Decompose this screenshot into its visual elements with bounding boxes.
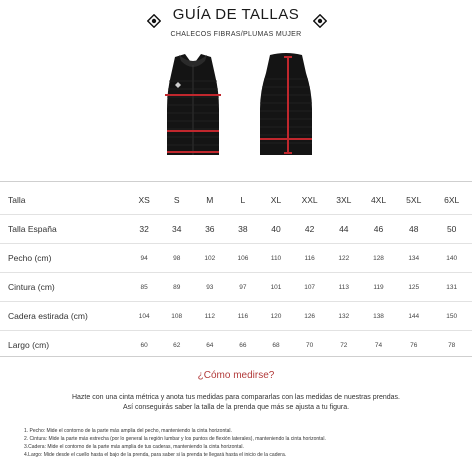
table-cell: 119	[361, 273, 396, 302]
size-header-cell: 3XL	[336, 195, 352, 205]
table-cell: 112	[193, 302, 226, 331]
table-cell: 150	[431, 302, 472, 331]
table-cell: 132	[327, 302, 361, 331]
table-cell: 128	[361, 244, 396, 273]
table-cell: 44	[327, 215, 361, 244]
table-cell: 116	[293, 244, 327, 273]
table-cell: 70	[293, 331, 327, 360]
table-cell: 72	[327, 331, 361, 360]
vest-front-icon	[155, 51, 231, 161]
table-cell: 122	[327, 244, 361, 273]
table-cell: 46	[361, 215, 396, 244]
table-cell: 102	[193, 244, 226, 273]
row-label: Largo (cm)	[0, 331, 128, 360]
table-cell: 32	[128, 215, 160, 244]
table-cell: 134	[396, 244, 431, 273]
table-cell: 108	[160, 302, 193, 331]
table-cell: 144	[396, 302, 431, 331]
measurement-notes	[24, 427, 464, 459]
table-cell: 120	[259, 302, 292, 331]
table-cell: 64	[193, 331, 226, 360]
table-row	[0, 273, 472, 302]
table-row	[0, 331, 472, 360]
size-header-cell: 6XL	[444, 195, 460, 205]
table-cell: 107	[293, 273, 327, 302]
divider	[0, 356, 472, 357]
intro-line: Así conseguirás saber la talla de la prenda que más se ajusta a tu figura.	[122, 404, 350, 411]
table-cell: 98	[160, 244, 193, 273]
header	[0, 4, 472, 48]
table-row	[0, 215, 472, 244]
size-header-cell: M	[206, 195, 214, 205]
table-cell: 76	[396, 331, 431, 360]
size-header-row	[0, 186, 472, 215]
table-row	[0, 244, 472, 273]
size-table	[0, 186, 472, 359]
row-label: Pecho (cm)	[0, 244, 128, 273]
size-header-cell: XXL	[301, 195, 318, 205]
note-hip: 3.Cadera: Mide el contorno de la parte más amplia de tus caderas, manteniendo la cinta horizontal.	[24, 444, 244, 450]
note-chest: 1. Pecho: Mide el contorno de la parte más amplia del pecho, manteniendo la cinta horizontal.	[24, 428, 232, 434]
row-label: Talla España	[0, 215, 128, 244]
table-cell: 94	[128, 244, 160, 273]
size-header-cell: L	[240, 195, 246, 205]
table-cell: 89	[160, 273, 193, 302]
size-header-cell: XL	[270, 195, 282, 205]
table-cell: 60	[128, 331, 160, 360]
how-to-measure-intro	[0, 393, 472, 413]
table-cell: 42	[293, 215, 327, 244]
table-cell: 85	[128, 273, 160, 302]
table-cell: 104	[128, 302, 160, 331]
table-cell: 38	[226, 215, 259, 244]
page-title: GUÍA DE TALLAS	[172, 6, 300, 23]
table-cell: 93	[193, 273, 226, 302]
size-header-cell: 4XL	[370, 195, 387, 205]
table-cell: 62	[160, 331, 193, 360]
table-cell: 125	[396, 273, 431, 302]
vest-back-icon	[248, 51, 324, 161]
table-cell: 106	[226, 244, 259, 273]
table-cell: 116	[226, 302, 259, 331]
row-label: Cintura (cm)	[0, 273, 128, 302]
table-cell: 40	[259, 215, 292, 244]
intro-line: Hazte con una cinta métrica y anota tus medidas para compararlas con las medidas de nuestras prendas.	[71, 394, 400, 401]
divider	[0, 181, 472, 182]
table-cell: 131	[431, 273, 472, 302]
table-cell: 101	[259, 273, 292, 302]
table-cell: 34	[160, 215, 193, 244]
note-length: 4.Largo: Mide desde el cuello hasta el bajo de la prenda, para saber si la prenda te llegará hasta el inicio de la cadera.	[24, 452, 287, 458]
table-cell: 126	[293, 302, 327, 331]
diamond-compass-icon	[313, 14, 327, 28]
table-cell: 113	[327, 273, 361, 302]
table-cell: 110	[259, 244, 292, 273]
table-row	[0, 302, 472, 331]
table-cell: 74	[361, 331, 396, 360]
table-cell: 78	[431, 331, 472, 360]
table-cell: 97	[226, 273, 259, 302]
row-label: Cadera estirada (cm)	[0, 302, 128, 331]
table-cell: 48	[396, 215, 431, 244]
table-cell: 50	[431, 215, 472, 244]
note-waist: 2. Cintura: Mide la parte más estrecha (por lo general la región lumbar y los puntos de flexión laterales), manteniendo la cinta horizontal.	[24, 436, 326, 442]
table-cell: 140	[431, 244, 472, 273]
table-cell: 66	[226, 331, 259, 360]
table-cell: 138	[361, 302, 396, 331]
table-cell: 36	[193, 215, 226, 244]
size-header-label: Talla	[8, 195, 26, 205]
size-header-cell: S	[173, 195, 180, 205]
table-cell: 68	[259, 331, 292, 360]
how-to-measure-title: ¿Cómo medirse?	[197, 370, 275, 381]
size-header-cell: XS	[138, 195, 150, 205]
size-header-cell: 5XL	[406, 195, 422, 205]
page-subtitle: CHALECOS FIBRAS/PLUMAS MUJER	[170, 31, 302, 38]
